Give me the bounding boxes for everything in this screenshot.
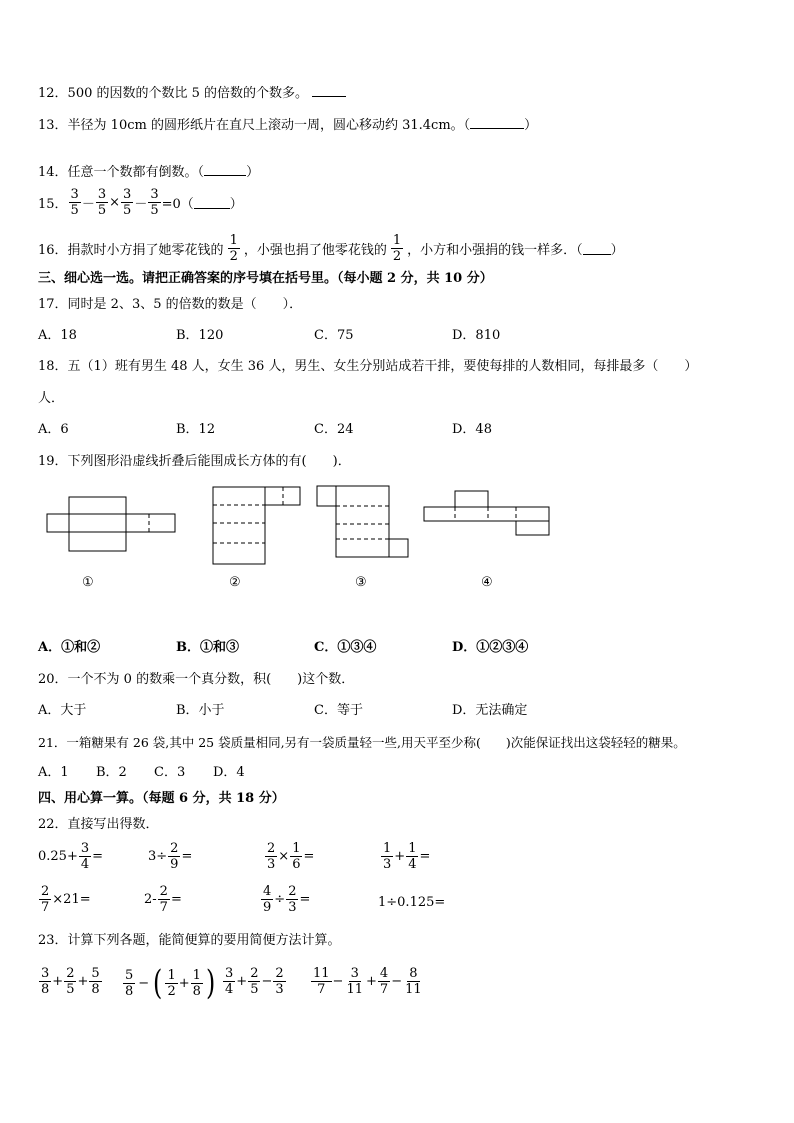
question-20 <box>38 672 354 688</box>
net-3 <box>317 486 408 557</box>
option-a[interactable]: A．18 <box>38 328 77 343</box>
question-text: ，小强也捐了他零花钱的 <box>243 243 387 258</box>
numerator: 3 <box>150 187 159 202</box>
numerator: 3 <box>225 966 234 981</box>
question-number: 19． <box>38 454 68 469</box>
option-b[interactable]: B．2 <box>96 765 127 780</box>
operator: + <box>366 974 377 989</box>
question-number: 20． <box>38 672 68 687</box>
cuboid-nets-figure <box>0 475 794 600</box>
numerator: 1 <box>229 233 238 248</box>
denominator: 7 <box>159 900 168 915</box>
calculation-3 <box>222 966 287 997</box>
fraction <box>403 966 424 997</box>
question-23 <box>38 933 341 949</box>
expression-5 <box>38 884 91 915</box>
fraction <box>123 968 135 999</box>
question-number: 18． <box>38 359 68 374</box>
denominator: 8 <box>125 983 134 999</box>
denominator: 2 <box>229 249 238 264</box>
left-paren: ( <box>153 963 163 1003</box>
option-d[interactable]: D．4 <box>213 765 245 780</box>
fraction <box>121 187 133 218</box>
denominator: 7 <box>317 982 326 997</box>
numerator: 1 <box>192 967 201 983</box>
close-paren: ） <box>610 243 624 258</box>
expr-text: = <box>299 892 311 907</box>
denominator: 5 <box>123 203 132 218</box>
operator: + <box>52 974 64 989</box>
operator: − <box>261 974 273 989</box>
fraction <box>344 966 365 997</box>
denominator: 5 <box>150 203 159 218</box>
option-d[interactable]: D．810 <box>452 328 501 343</box>
numerator: 5 <box>125 967 134 983</box>
expr-text: = <box>92 849 104 864</box>
question-14 <box>38 163 259 181</box>
fraction <box>223 966 235 997</box>
fraction <box>168 841 180 872</box>
close-paren: ） <box>246 165 260 180</box>
calculation-1 <box>38 966 103 997</box>
denominator: 8 <box>192 983 201 999</box>
denominator: 3 <box>288 900 297 915</box>
operator: － <box>134 197 148 212</box>
option-a[interactable]: A．①和② <box>38 640 101 655</box>
fraction <box>311 966 332 997</box>
question-text: 一箱糖果有 26 袋,其中 25 袋质量相同,另有一袋质量轻一些,用天平至少称( )次能保证找出这袋轻轻的糖果。 <box>66 735 686 750</box>
question-19 <box>38 454 351 470</box>
question-13 <box>38 116 537 134</box>
calculation-2 <box>122 963 217 1003</box>
option-d[interactable]: D．①②③④ <box>452 640 529 655</box>
denominator: 11 <box>346 982 363 997</box>
option-a[interactable]: A．1 <box>38 765 69 780</box>
fraction <box>69 187 81 218</box>
equation-tail: =0（ <box>161 197 194 212</box>
expr-text: 0.25+ <box>38 849 78 864</box>
numerator: 2 <box>250 966 259 981</box>
expression-1 <box>38 841 103 872</box>
calculation-4 <box>310 966 425 997</box>
numerator: 2 <box>275 966 284 981</box>
question-text: 半径为 10cm 的圆形纸片在直尺上滚动一周，圆心移动约 31.4cm。（ <box>67 118 471 133</box>
question-number: 17． <box>38 297 68 312</box>
question-18-continuation: 人． <box>38 391 65 406</box>
question-number: 15． <box>38 197 68 212</box>
question-text: 捐款时小方捐了她零花钱的 <box>67 243 224 258</box>
fraction <box>148 187 160 218</box>
question-text: 同时是 2、3、5 的倍数的数是（ ）． <box>67 297 303 312</box>
option-a[interactable]: A．大于 <box>38 703 87 718</box>
expression-4 <box>380 841 430 872</box>
denominator: 4 <box>80 857 90 872</box>
question-text: 五（1）班有男生 48 人，女生 36 人，男生、女生分别站成若干排，要使每排的人数相同，每排最多（ ） <box>67 359 698 374</box>
denominator: 8 <box>41 982 50 997</box>
question-text: 直接写出得数． <box>67 817 159 832</box>
question-text: 500 的因数的个数比 5 的倍数的个数多。 <box>67 86 309 101</box>
question-text: 任意一个数都有倒数。（ <box>67 165 205 180</box>
expression-3 <box>264 841 314 872</box>
section-heading-4: 四、用心算一算。（每题 6 分，共 18 分） <box>38 791 285 806</box>
expr-text: 1÷0.125= <box>378 895 446 910</box>
denominator: 2 <box>392 249 402 264</box>
denominator: 5 <box>70 203 79 218</box>
option-c[interactable]: C．等于 <box>314 703 363 718</box>
section-heading-3: 三、细心选一选。请把正确答案的序号填在括号里。（每小题 2 分，共 10 分） <box>38 271 493 286</box>
question-number: 21． <box>38 735 67 750</box>
question-number: 22． <box>38 817 68 832</box>
operator: × <box>109 195 121 210</box>
fraction <box>39 966 51 997</box>
numerator: 3 <box>80 841 90 856</box>
fraction <box>89 966 101 997</box>
option-d[interactable]: D．无法确定 <box>452 703 528 718</box>
denominator: 7 <box>41 900 50 915</box>
question-number: 16． <box>38 243 68 258</box>
fraction <box>158 884 170 915</box>
denominator: 9 <box>170 857 179 872</box>
numerator: 2 <box>66 966 75 981</box>
question-text: 一个不为 0 的数乘一个真分数，积( )这个数． <box>67 672 355 687</box>
denominator: 5 <box>66 982 75 997</box>
option-b[interactable]: B．120 <box>176 328 224 343</box>
denominator: 2 <box>167 983 176 999</box>
question-16 <box>38 233 624 264</box>
fraction <box>378 966 390 997</box>
fraction <box>96 187 108 218</box>
figure-label-2: ② <box>229 575 241 590</box>
operator: − <box>332 974 344 989</box>
numerator: 3 <box>97 187 107 202</box>
numerator: 4 <box>379 966 389 981</box>
denominator: 9 <box>263 900 272 915</box>
operator: － <box>81 197 95 212</box>
fraction <box>406 841 418 872</box>
option-a[interactable]: A．6 <box>38 422 69 437</box>
question-17 <box>38 297 302 313</box>
answer-blank[interactable] <box>312 84 346 97</box>
question-text: 下列图形沿虚线折叠后能围成长方体的有( )． <box>67 454 351 469</box>
answer-blank[interactable] <box>470 116 524 129</box>
numerator: 5 <box>91 966 100 981</box>
fraction <box>165 968 177 999</box>
expression-6 <box>144 884 182 915</box>
option-c[interactable]: C．75 <box>314 328 354 343</box>
expr-text: = <box>303 849 315 864</box>
answer-blank[interactable] <box>583 242 611 255</box>
denominator: 3 <box>267 857 276 872</box>
question-text: 计算下列各题，能简便算的要用简便方法计算。 <box>67 933 341 948</box>
numerator: 1 <box>392 233 402 248</box>
expression-7 <box>260 884 310 915</box>
question-number: 23． <box>38 933 68 948</box>
option-b[interactable]: B．小于 <box>176 703 225 718</box>
question-18 <box>38 359 697 375</box>
option-b[interactable]: B．①和③ <box>176 640 239 655</box>
numerator: 1 <box>167 967 176 983</box>
expr-text: = <box>170 892 182 907</box>
question-text: ，小方和小强捐的钱一样多．（ <box>407 243 583 258</box>
fraction <box>286 884 298 915</box>
numerator: 3 <box>41 966 50 981</box>
numerator: 1 <box>383 841 392 856</box>
option-d[interactable]: D．48 <box>452 422 492 437</box>
fraction <box>228 233 240 264</box>
denominator: 7 <box>379 982 389 997</box>
expression-8 <box>378 895 445 910</box>
right-paren: ) <box>205 963 216 1003</box>
numerator: 2 <box>267 841 276 856</box>
fraction <box>191 968 203 999</box>
question-12 <box>38 84 346 102</box>
expr-text: 3÷ <box>148 849 168 864</box>
operator: × <box>278 849 290 864</box>
option-c[interactable]: C．①③④ <box>314 640 377 655</box>
denominator: 3 <box>275 982 284 997</box>
denominator: 5 <box>97 203 107 218</box>
operator: − <box>391 974 403 989</box>
operator: ÷ <box>274 892 286 907</box>
figure-label-1: ① <box>82 575 94 590</box>
question-22 <box>38 817 159 833</box>
operator: + <box>394 849 406 864</box>
numerator: 3 <box>350 966 359 981</box>
denominator: 5 <box>250 982 259 997</box>
close-paren: ） <box>524 118 538 133</box>
numerator: 2 <box>41 884 50 899</box>
expression-2 <box>148 841 192 872</box>
net-2 <box>213 487 300 564</box>
option-c[interactable]: C．3 <box>154 765 186 780</box>
denominator: 4 <box>225 982 234 997</box>
numerator: 2 <box>170 841 179 856</box>
fraction <box>265 841 277 872</box>
question-number: 12． <box>38 86 68 101</box>
expr-text: = <box>181 849 193 864</box>
fraction <box>381 841 393 872</box>
expr-text: = <box>419 849 431 864</box>
fraction <box>248 966 260 997</box>
fraction <box>39 884 51 915</box>
denominator: 8 <box>91 982 100 997</box>
net-4 <box>424 491 549 535</box>
operator: + <box>77 974 89 989</box>
numerator: 2 <box>288 884 297 899</box>
question-number: 13． <box>38 118 68 133</box>
question-15 <box>38 187 243 218</box>
fraction <box>391 233 403 264</box>
operator: − <box>138 975 150 991</box>
numerator: 2 <box>159 884 168 899</box>
denominator: 6 <box>292 857 301 872</box>
denominator: 4 <box>408 857 417 872</box>
figure-label-3: ③ <box>355 575 367 590</box>
option-c[interactable]: C．24 <box>314 422 354 437</box>
operator: + <box>236 974 248 989</box>
answer-blank[interactable] <box>204 163 246 176</box>
expr-text: 2- <box>144 892 157 907</box>
fraction <box>290 841 302 872</box>
denominator: 11 <box>405 982 422 997</box>
numerator: 1 <box>292 841 301 856</box>
option-b[interactable]: B．12 <box>176 422 216 437</box>
numerator: 3 <box>70 187 79 202</box>
fraction <box>273 966 285 997</box>
numerator: 3 <box>123 187 132 202</box>
numerator: 11 <box>313 966 330 981</box>
question-number: 14． <box>38 165 68 180</box>
numerator: 4 <box>263 884 272 899</box>
expr-text: ×21= <box>52 892 91 907</box>
fraction <box>64 966 76 997</box>
answer-blank[interactable] <box>194 196 230 209</box>
fraction <box>79 841 91 872</box>
close-paren: ） <box>229 197 243 212</box>
figure-label-4: ④ <box>481 575 493 590</box>
net-1 <box>47 497 175 551</box>
numerator: 8 <box>409 966 418 981</box>
operator: + <box>178 975 190 991</box>
denominator: 3 <box>383 857 392 872</box>
numerator: 1 <box>408 841 417 856</box>
fraction <box>261 884 273 915</box>
question-21 <box>38 735 686 751</box>
